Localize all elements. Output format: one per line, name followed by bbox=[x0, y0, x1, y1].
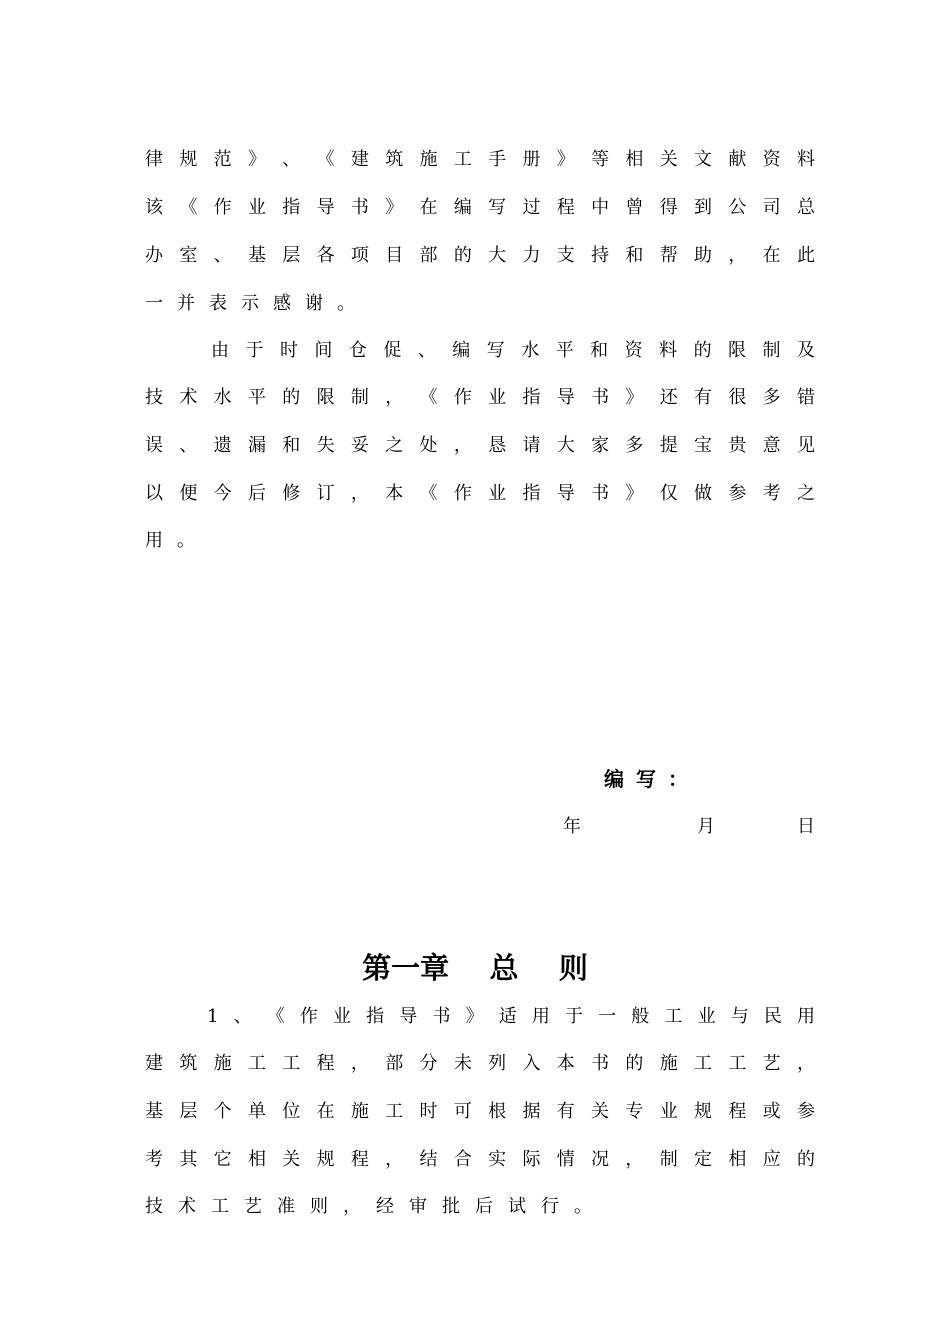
text-char: 平 bbox=[555, 340, 574, 361]
text-char: 工 bbox=[728, 1053, 747, 1074]
text-char: 订 bbox=[316, 483, 335, 504]
text-char: 料 bbox=[796, 149, 815, 170]
text-char: 多 bbox=[762, 387, 781, 408]
chapter-line bbox=[145, 1097, 815, 1127]
text-char: 作 bbox=[453, 483, 472, 504]
text-char: 参 bbox=[796, 1101, 815, 1122]
text-char: 根 bbox=[488, 1101, 507, 1122]
text-char: 作 bbox=[453, 387, 472, 408]
text-char: 目 bbox=[385, 245, 404, 266]
text-char: 批 bbox=[442, 1196, 460, 1217]
text-char: 妥 bbox=[350, 435, 369, 456]
text-char: 施 bbox=[419, 149, 438, 170]
text-char: 实 bbox=[488, 1149, 507, 1170]
text-char: 定 bbox=[694, 1149, 712, 1170]
text-char: 室 bbox=[179, 245, 198, 266]
text-char: 工 bbox=[664, 1006, 683, 1027]
text-char: 助 bbox=[694, 245, 712, 266]
text-char: 促 bbox=[383, 340, 402, 361]
text-char: 层 bbox=[282, 245, 301, 266]
text-char: 情 bbox=[556, 1149, 575, 1170]
text-char: 业 bbox=[247, 197, 266, 218]
text-char: 关 bbox=[282, 1149, 301, 1170]
text-char: 参 bbox=[728, 483, 747, 504]
preface-line bbox=[145, 289, 355, 319]
year-label: 年 bbox=[563, 816, 581, 837]
text-char: ， bbox=[343, 1196, 361, 1217]
text-char: 部 bbox=[385, 1053, 404, 1074]
text-char: 业 bbox=[488, 483, 507, 504]
text-char: 规 bbox=[694, 1101, 712, 1122]
text-char: ， bbox=[728, 245, 747, 266]
text-char: 适 bbox=[498, 1006, 517, 1027]
text-char: 大 bbox=[556, 435, 575, 456]
text-char: 》 bbox=[247, 149, 266, 170]
text-char: 。 bbox=[574, 1196, 592, 1217]
text-char: 宝 bbox=[694, 435, 712, 456]
preface-line bbox=[145, 241, 815, 271]
text-char: ， bbox=[385, 1149, 404, 1170]
text-char: 之 bbox=[796, 483, 815, 504]
text-char: 导 bbox=[316, 197, 335, 218]
text-char: 技 bbox=[145, 387, 163, 408]
text-char: 则 bbox=[310, 1196, 328, 1217]
text-char: 一 bbox=[145, 293, 163, 314]
text-char: 业 bbox=[659, 1101, 678, 1122]
text-char: 或 bbox=[762, 1101, 781, 1122]
text-char: 限 bbox=[316, 387, 335, 408]
text-char: ， bbox=[385, 387, 404, 408]
text-char: 》 bbox=[625, 483, 644, 504]
text-char: 术 bbox=[179, 387, 198, 408]
text-char: 》 bbox=[465, 1006, 484, 1027]
chapter-title: 第一章 总 则 bbox=[362, 951, 588, 985]
text-char: 关 bbox=[659, 149, 678, 170]
text-char: 规 bbox=[179, 149, 198, 170]
text-char: 时 bbox=[419, 1101, 438, 1122]
text-char: 工 bbox=[282, 1053, 301, 1074]
text-char: 单 bbox=[247, 1101, 266, 1122]
chapter-line bbox=[145, 1049, 815, 1079]
chapter-line bbox=[207, 1002, 815, 1032]
text-char: 很 bbox=[728, 387, 747, 408]
text-char: 后 bbox=[247, 483, 266, 504]
text-char: 各 bbox=[316, 245, 335, 266]
text-char: 考 bbox=[145, 1149, 163, 1170]
text-char: 家 bbox=[591, 435, 610, 456]
text-char: 此 bbox=[796, 245, 815, 266]
text-char: ， bbox=[796, 1053, 815, 1074]
text-char: 做 bbox=[694, 483, 712, 504]
text-char: 中 bbox=[591, 197, 610, 218]
text-char: 相 bbox=[247, 1149, 266, 1170]
month-label: 月 bbox=[697, 816, 715, 837]
text-char: 之 bbox=[385, 435, 404, 456]
text-char: 写 bbox=[486, 340, 505, 361]
text-char: 平 bbox=[247, 387, 266, 408]
preface-line bbox=[145, 479, 815, 509]
text-char: 在 bbox=[419, 197, 438, 218]
text-char: 漏 bbox=[247, 435, 266, 456]
text-char: ， bbox=[625, 1149, 644, 1170]
text-char: 司 bbox=[762, 197, 781, 218]
text-char: ， bbox=[350, 1053, 369, 1074]
text-char: 结 bbox=[419, 1149, 438, 1170]
text-char: 工 bbox=[453, 149, 472, 170]
text-char: 持 bbox=[591, 245, 610, 266]
text-char: 料 bbox=[659, 340, 678, 361]
text-char: 的 bbox=[453, 245, 472, 266]
text-char: 程 bbox=[728, 1101, 747, 1122]
text-char: 便 bbox=[179, 483, 198, 504]
text-char: 失 bbox=[316, 435, 335, 456]
text-char: 它 bbox=[213, 1149, 232, 1170]
text-char: 到 bbox=[694, 197, 712, 218]
text-char: 建 bbox=[145, 1053, 163, 1074]
text-char: 制 bbox=[659, 1149, 678, 1170]
text-char: 总 bbox=[796, 197, 815, 218]
text-char: 有 bbox=[694, 387, 712, 408]
text-char: 艺 bbox=[244, 1196, 262, 1217]
text-char: 提 bbox=[659, 435, 678, 456]
text-char: 用 bbox=[145, 530, 163, 551]
text-char: 1 bbox=[207, 1006, 219, 1027]
text-char: 分 bbox=[419, 1053, 438, 1074]
text-char: 》 bbox=[625, 387, 644, 408]
text-char: 《 bbox=[419, 387, 438, 408]
text-char: 作 bbox=[299, 1006, 318, 1027]
text-char: 献 bbox=[728, 149, 747, 170]
text-char: 一 bbox=[598, 1006, 617, 1027]
text-char: 规 bbox=[316, 1149, 335, 1170]
text-char: 《 bbox=[419, 483, 438, 504]
text-char: 筑 bbox=[385, 149, 404, 170]
text-char: 。 bbox=[337, 293, 355, 314]
text-char: 相 bbox=[625, 149, 644, 170]
text-char: 工 bbox=[694, 1053, 712, 1074]
text-char: 制 bbox=[350, 387, 369, 408]
preface-line bbox=[211, 336, 815, 366]
text-char: 业 bbox=[697, 1006, 716, 1027]
text-char: 《 bbox=[266, 1006, 285, 1027]
text-char: 用 bbox=[796, 1006, 815, 1027]
text-char: 册 bbox=[522, 149, 541, 170]
text-char: 示 bbox=[241, 293, 259, 314]
text-char: 个 bbox=[213, 1101, 232, 1122]
text-char: 手 bbox=[488, 149, 507, 170]
text-char: 还 bbox=[659, 387, 678, 408]
text-char: 的 bbox=[282, 387, 301, 408]
text-char: 部 bbox=[419, 245, 438, 266]
text-char: 施 bbox=[659, 1053, 678, 1074]
text-char: 修 bbox=[282, 483, 301, 504]
text-char: 相 bbox=[728, 1149, 747, 1170]
text-char: 谢 bbox=[305, 293, 323, 314]
text-char: 恳 bbox=[488, 435, 507, 456]
text-char: 公 bbox=[728, 197, 747, 218]
text-char: 书 bbox=[591, 483, 610, 504]
preface-line bbox=[145, 145, 815, 175]
preface-line bbox=[145, 526, 195, 556]
text-char: 艺 bbox=[762, 1053, 781, 1074]
text-char: ， bbox=[453, 435, 472, 456]
text-char: 误 bbox=[145, 435, 163, 456]
text-char: 程 bbox=[556, 197, 575, 218]
text-char: 列 bbox=[488, 1053, 507, 1074]
text-char: 和 bbox=[625, 245, 644, 266]
text-char: 导 bbox=[399, 1006, 418, 1027]
text-char: 施 bbox=[213, 1053, 232, 1074]
text-char: 支 bbox=[556, 245, 575, 266]
text-char: 资 bbox=[762, 149, 781, 170]
text-char: 工 bbox=[247, 1053, 266, 1074]
preface-line bbox=[145, 431, 815, 461]
text-char: 帮 bbox=[659, 245, 678, 266]
text-char: 书 bbox=[591, 1053, 610, 1074]
text-char: 》 bbox=[556, 149, 575, 170]
text-char: 由 bbox=[211, 340, 229, 361]
text-char: 等 bbox=[591, 149, 610, 170]
text-char: 文 bbox=[694, 149, 712, 170]
text-char: 本 bbox=[385, 483, 404, 504]
text-char: 经 bbox=[376, 1196, 394, 1217]
text-char: 、 bbox=[282, 149, 301, 170]
text-char: 水 bbox=[213, 387, 232, 408]
text-char: 技 bbox=[145, 1196, 163, 1217]
text-char: 见 bbox=[796, 435, 815, 456]
text-char: 位 bbox=[282, 1101, 301, 1122]
text-char: 限 bbox=[728, 340, 747, 361]
text-char: 律 bbox=[145, 149, 163, 170]
text-char: 导 bbox=[556, 387, 575, 408]
text-char: 以 bbox=[145, 483, 163, 504]
text-char: 仓 bbox=[348, 340, 367, 361]
text-char: 指 bbox=[522, 387, 541, 408]
text-char: 建 bbox=[350, 149, 369, 170]
text-char: 筑 bbox=[179, 1053, 198, 1074]
text-char: 多 bbox=[625, 435, 644, 456]
text-char: 基 bbox=[247, 245, 266, 266]
day-label: 日 bbox=[797, 816, 815, 837]
text-char: 可 bbox=[453, 1101, 472, 1122]
text-char: 范 bbox=[213, 149, 232, 170]
text-char: 施 bbox=[350, 1101, 369, 1122]
text-char: 大 bbox=[488, 245, 507, 266]
text-char: 仅 bbox=[659, 483, 678, 504]
text-char: 于 bbox=[565, 1006, 583, 1027]
text-char: 入 bbox=[522, 1053, 541, 1074]
text-char: 于 bbox=[245, 340, 264, 361]
text-char: 准 bbox=[277, 1196, 295, 1217]
text-char: 专 bbox=[625, 1101, 644, 1122]
text-char: 程 bbox=[316, 1053, 335, 1074]
text-char: 与 bbox=[730, 1006, 749, 1027]
text-char: 基 bbox=[145, 1101, 163, 1122]
text-char: 表 bbox=[209, 293, 227, 314]
text-char: 本 bbox=[556, 1053, 575, 1074]
preface-line bbox=[145, 383, 815, 413]
text-char: 作 bbox=[213, 197, 232, 218]
text-char: 错 bbox=[796, 387, 815, 408]
text-char: 际 bbox=[522, 1149, 541, 1170]
text-char: 导 bbox=[556, 483, 575, 504]
text-char: 指 bbox=[282, 197, 301, 218]
text-char: 的 bbox=[693, 340, 712, 361]
text-char: 后 bbox=[475, 1196, 493, 1217]
text-char: 得 bbox=[659, 197, 678, 218]
text-char: 试 bbox=[508, 1196, 526, 1217]
text-char: 指 bbox=[522, 483, 541, 504]
text-char: 感 bbox=[273, 293, 291, 314]
text-char: 该 bbox=[145, 197, 163, 218]
text-char: 力 bbox=[522, 245, 541, 266]
text-char: 编 bbox=[452, 340, 471, 361]
text-char: 指 bbox=[366, 1006, 385, 1027]
text-char: 未 bbox=[453, 1053, 472, 1074]
text-char: 、 bbox=[417, 340, 436, 361]
text-char: 考 bbox=[762, 483, 781, 504]
text-char: ， bbox=[350, 483, 369, 504]
text-char: 据 bbox=[522, 1101, 541, 1122]
text-char: 、 bbox=[179, 435, 198, 456]
text-char: 请 bbox=[522, 435, 541, 456]
text-char: 及 bbox=[796, 340, 815, 361]
text-char: 《 bbox=[316, 149, 335, 170]
text-char: 关 bbox=[591, 1101, 610, 1122]
text-char: 书 bbox=[350, 197, 369, 218]
text-char: 行 bbox=[541, 1196, 559, 1217]
text-char: 项 bbox=[350, 245, 369, 266]
text-char: 业 bbox=[488, 387, 507, 408]
text-char: 合 bbox=[453, 1149, 472, 1170]
text-char: 般 bbox=[631, 1006, 650, 1027]
chapter-line bbox=[145, 1192, 592, 1222]
text-char: 过 bbox=[522, 197, 541, 218]
text-char: 、 bbox=[233, 1006, 252, 1027]
text-char: 写 bbox=[488, 197, 507, 218]
text-char: 工 bbox=[211, 1196, 229, 1217]
text-char: 处 bbox=[419, 435, 438, 456]
text-char: 水 bbox=[521, 340, 540, 361]
text-char: 况 bbox=[591, 1149, 610, 1170]
text-char: 有 bbox=[556, 1101, 575, 1122]
text-char: 今 bbox=[213, 483, 232, 504]
text-char: 贵 bbox=[728, 435, 747, 456]
text-char: 书 bbox=[591, 387, 610, 408]
text-char: 资 bbox=[624, 340, 643, 361]
text-char: 》 bbox=[385, 197, 404, 218]
text-char: 审 bbox=[409, 1196, 427, 1217]
text-char: 制 bbox=[762, 340, 781, 361]
text-char: 《 bbox=[179, 197, 198, 218]
text-char: 间 bbox=[314, 340, 333, 361]
text-char: 意 bbox=[762, 435, 781, 456]
text-char: 其 bbox=[179, 1149, 198, 1170]
text-char: 民 bbox=[763, 1006, 782, 1027]
text-char: 遗 bbox=[213, 435, 232, 456]
text-char: 工 bbox=[385, 1101, 404, 1122]
author-label: 编写： bbox=[604, 767, 700, 791]
text-char: 时 bbox=[279, 340, 298, 361]
preface-line bbox=[145, 193, 815, 223]
text-char: 曾 bbox=[625, 197, 644, 218]
text-char: 、 bbox=[213, 245, 232, 266]
text-char: 的 bbox=[796, 1149, 815, 1170]
text-char: 和 bbox=[590, 340, 609, 361]
text-char: 术 bbox=[178, 1196, 196, 1217]
text-char: 层 bbox=[179, 1101, 198, 1122]
chapter-line bbox=[145, 1145, 815, 1175]
text-char: 书 bbox=[432, 1006, 451, 1027]
text-char: 程 bbox=[350, 1149, 369, 1170]
text-char: 的 bbox=[625, 1053, 644, 1074]
text-char: 业 bbox=[333, 1006, 352, 1027]
text-char: 办 bbox=[145, 245, 163, 266]
text-char: 和 bbox=[282, 435, 301, 456]
text-char: 应 bbox=[762, 1149, 781, 1170]
text-char: 用 bbox=[531, 1006, 550, 1027]
text-char: 编 bbox=[453, 197, 472, 218]
text-char: 在 bbox=[316, 1101, 335, 1122]
text-char: 在 bbox=[762, 245, 781, 266]
text-char: 并 bbox=[177, 293, 195, 314]
text-char: 。 bbox=[177, 530, 195, 551]
